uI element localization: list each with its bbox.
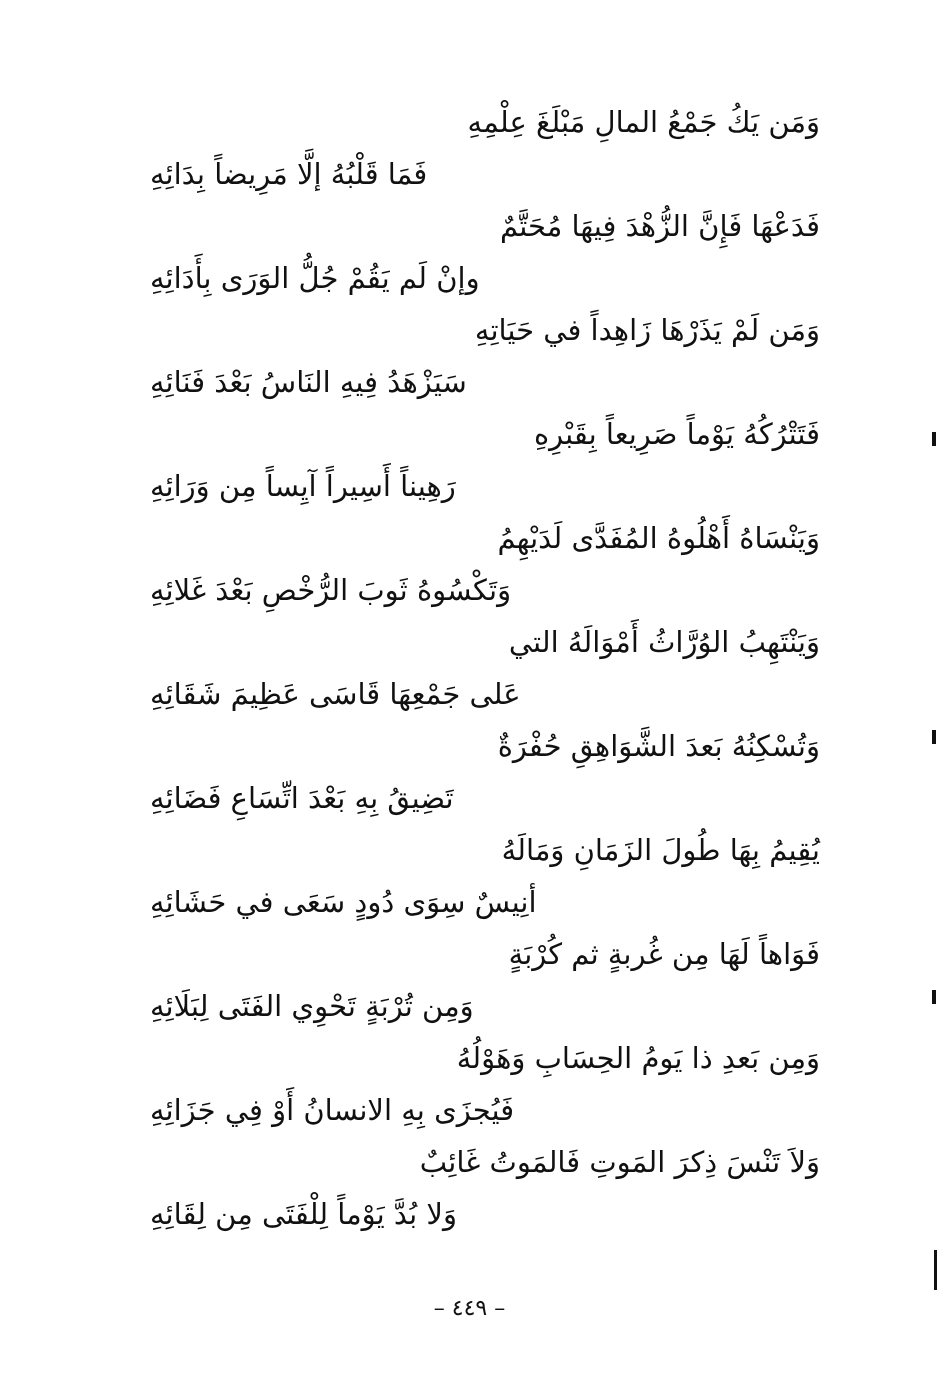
- scan-mark: [932, 432, 936, 446]
- scan-mark: [932, 990, 936, 1004]
- verse-line: وَمَن لَمْ يَذَرْهَا زَاهِداً في حَيَاتِهِ: [474, 313, 820, 347]
- verse-line: وَلا بُدَّ يَوْماً لِلْفَتَى مِن لِقَائِهِ: [150, 1197, 457, 1231]
- verse-line: فَتَتْرُكُهُ يَوْماً صَرِيعاً بِقَبْرِهِ: [533, 417, 820, 451]
- verse-line: وَيَنْسَاهُ أَهْلُوهُ المُفَدَّى لَدَيْهِمُ: [497, 521, 820, 555]
- verse-line: فَوَاهاً لَهَا مِن غُربةٍ ثم كُرْبَةٍ: [508, 937, 820, 971]
- verse-line: وَلاَ تَنْسَ ذِكرَ المَوتِ فَالمَوتُ غَائِبٌ: [419, 1145, 820, 1179]
- page-number: – ٤٤٩ –: [433, 1296, 506, 1321]
- verse-line: يُقِيمُ بِهَا طُولَ الزَمَانِ وَمَالَهُ: [501, 833, 820, 867]
- verse-line: وَمِن بَعدِ ذا يَومُ الحِسَابِ وَهَوْلُهُ: [456, 1041, 820, 1075]
- verse-line: تَضِيقُ بِهِ بَعْدَ اتِّسَاعِ فَضَائِهِ: [150, 781, 454, 815]
- verse-line: فَيُجزَى بِهِ الانسانُ أَوْ فِي جَزَائِهِ: [150, 1093, 515, 1127]
- poem-body: [150, 96, 820, 1240]
- verse-line: وَيَنْتَهِبُ الوُرَّاثُ أَمْوَالَهُ التي: [508, 625, 820, 659]
- verse-line: وَمَن يَكُ جَمْعُ المالِ مَبْلَغَ عِلْمِهِ: [467, 105, 820, 139]
- verse-line: رَهِيناً أَسِيراً آيِساً مِن وَرَائِهِ: [150, 469, 456, 503]
- verse-line: أنِيسٌ سِوَى دُودٍ سَعَى في حَشَائِهِ: [150, 885, 537, 919]
- verse-line: فَدَعْهَا فَإِنَّ الزُّهْدَ فِيهَا مُحَتَّمٌ: [500, 209, 820, 243]
- verse-line: عَلى جَمْعِهَا قَاسَى عَظِيمَ شَقَائِهِ: [150, 677, 521, 711]
- verse-line: سَيَزْهَدُ فِيهِ النَاسُ بَعْدَ فَنَائِهِ: [150, 365, 467, 399]
- verse-line: وإنْ لَم يَقُمْ جُلُّ الوَرَى بِأَدَائِهِ: [150, 261, 480, 295]
- scan-mark: [932, 730, 936, 744]
- verse-line: وَتَكْسُوهُ ثَوبَ الرُّخْصِ بَعْدَ غَلائِهِ: [150, 573, 512, 607]
- verse-line: فَمَا قَلْبُهُ إلَّا مَرِيضاً بِدَائِهِ: [150, 157, 428, 191]
- verse-line: وَتُسْكِنُهُ بَعدَ الشَّوَاهِقِ حُفْرَةٌ: [497, 729, 820, 763]
- verse-line: وَمِن تُرْبَةٍ تَحْوِي الفَتَى لِبَلَائِهِ: [150, 989, 474, 1023]
- scan-mark: [934, 1250, 937, 1290]
